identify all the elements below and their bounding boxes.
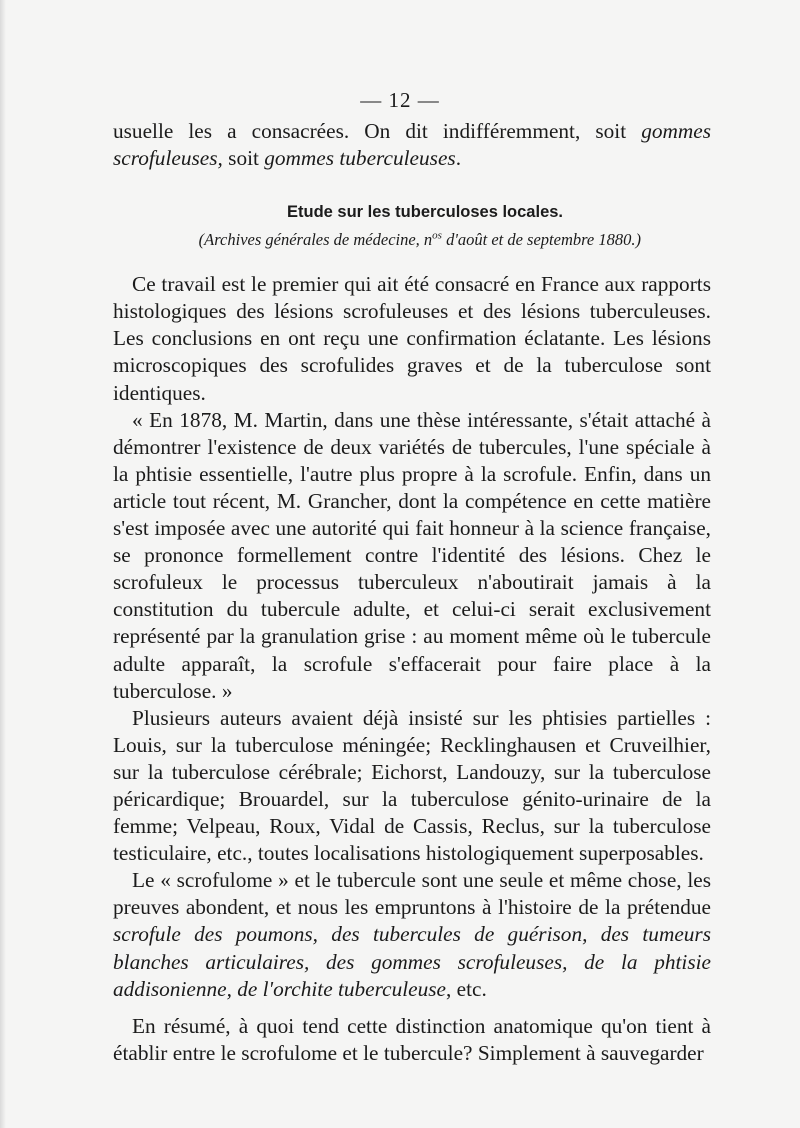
citation-superscript: os	[432, 229, 442, 242]
paragraph	[113, 867, 711, 1002]
paragraph: Plusieurs auteurs avaient déjà insisté sur les phtisies partielles : Louis, sur la tuberculose méningée; Recklinghausen et Cruveilhier, sur la tuberculose cérébrale; Eichorst, Landouzy, sur la tuberculose péricardique; Brouardel, sur la tuberculose génito-urinaire de la femme; Velpeau, Roux, Vidal de Cassis, Reclus, sur la tuberculose testiculaire, etc., toutes localisations histologiquement superposables.	[113, 705, 711, 866]
text-run: , etc.	[446, 976, 487, 1001]
page-number: — 12 —	[360, 88, 440, 112]
text-run: usuelle les a consacrées. On dit indifféremment, soit	[113, 119, 642, 143]
italic-term: gommes scrofuleuses,	[113, 119, 711, 171]
citation-text: (Archives générales de médecine, n	[198, 230, 433, 250]
text-run: Le « scrofulome » et le tubercule sont une seule et même chose, les preuves abondent, et nous les empruntons à l'histoire de la prétendue	[113, 868, 711, 920]
text-run: .	[455, 146, 462, 171]
paragraph-quote: « En 1878, M. Martin, dans une thèse intéressante, s'était attaché à démontrer l'existence de deux variétés de tubercules, l'une spéciale à la phtisie essentielle, l'autre plus propre à la scrofule. Enfin, dans un article tout récent, M. Grancher, dont la compétence en cette matière s'est imposée avec une autorité qui fait honneur à la science française, se prononce formellement contre l'identité des lésions. Chez le scrofuleux le processus tuberculeux n'aboutirait jamais à la constitution du tubercule adulte, et celui-ci serait exclusivement représenté par la granulation grise : au moment même où le tubercule adulte apparaît, la scrofule s'effacerait pour faire place à la tuberculose. »	[113, 407, 711, 703]
paragraph-continued	[113, 118, 711, 172]
section-title: Etude sur les tuberculoses locales.	[286, 203, 564, 222]
page-edge-shadow	[0, 0, 6, 1128]
page-body	[113, 118, 711, 1067]
italic-term: gommes tuberculeuses	[264, 146, 456, 171]
paragraph: En résumé, à quoi tend cette distinction anatomique qu'on tient à établir entre le scrofulome et le tubercule? Simplement à sauvegarder	[113, 1013, 711, 1065]
paragraph: Ce travail est le premier qui ait été consacré en France aux rapports histologiques des lésions scrofuleuses et des lésions tuberculeuses. Les conclusions en ont reçu une confirmation éclatante. Les lésions microscopiques des scrofulides graves et de la tuberculose sont identiques.	[113, 272, 711, 405]
citation-text: d'août et de septembre 1880.)	[441, 230, 641, 250]
italic-list: scrofule des poumons, des tubercules de guérison, des tumeurs blanches articulaires, des gommes scrofuleuses, de la phtisie addisonienne, de l'orchite tuberculeuse	[113, 922, 711, 1001]
source-citation	[113, 226, 711, 253]
text-run: soit	[222, 146, 265, 171]
